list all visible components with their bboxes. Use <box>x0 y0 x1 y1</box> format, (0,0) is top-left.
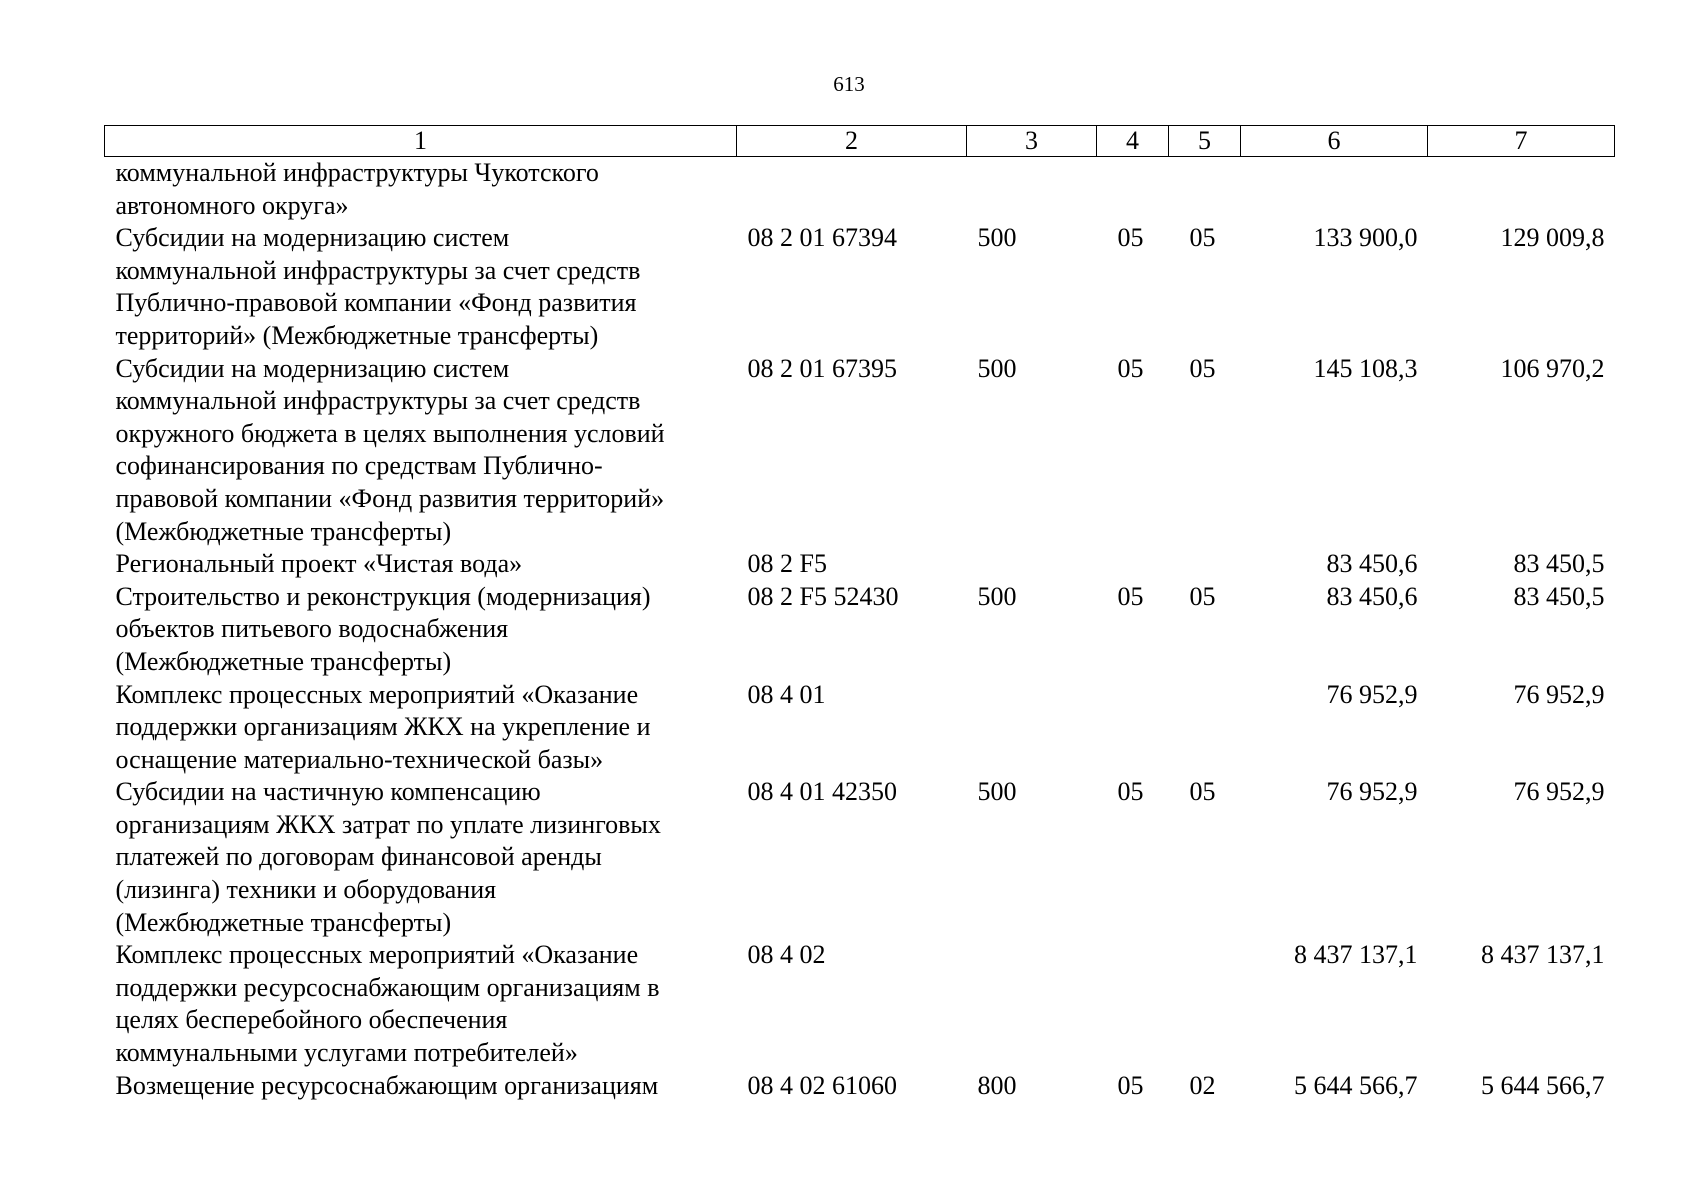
table-row <box>105 222 1615 352</box>
row-name-line: оснащение материально-технической базы» <box>115 744 604 774</box>
row-name <box>105 222 737 352</box>
budget-table <box>104 125 1615 1102</box>
row-code <box>737 157 967 223</box>
table-row <box>105 157 1615 223</box>
row-code: 08 4 01 <box>747 679 826 709</box>
row-amount-1: 133 900,0 <box>1313 223 1418 253</box>
row-amount-1: 145 108,3 <box>1313 353 1418 383</box>
page-number: 613 <box>833 72 865 96</box>
row-section <box>1097 548 1169 581</box>
column-header-1: 1 <box>105 126 737 157</box>
row-code: 08 2 01 67395 <box>747 353 897 383</box>
table-header-row <box>105 126 1615 157</box>
row-code: 08 2 F5 <box>747 549 827 579</box>
row-subsection: 05 <box>1189 581 1216 611</box>
row-subsection: 05 <box>1189 777 1216 807</box>
row-name <box>105 157 737 223</box>
row-name-line: (лизинга) техники и оборудования <box>115 875 497 905</box>
table-row <box>105 581 1615 679</box>
row-name-line: Публично-правовой компании «Фонд развития <box>115 288 637 318</box>
column-header-4: 4 <box>1097 126 1169 157</box>
row-expense-type <box>967 548 1097 581</box>
row-amount-1: 83 450,6 <box>1326 549 1418 579</box>
row-section <box>1097 939 1169 1069</box>
table-row <box>105 679 1615 777</box>
row-name-line: Комплекс процессных мероприятий «Оказание <box>115 679 639 709</box>
row-subsection <box>1169 157 1241 223</box>
row-name-line: целях бесперебойного обеспечения <box>115 1005 508 1035</box>
row-name <box>105 1070 737 1103</box>
row-expense-type: 500 <box>977 353 1017 383</box>
row-amount-2: 83 450,5 <box>1513 549 1605 579</box>
row-name <box>105 679 737 777</box>
row-name-line: (Межбюджетные трансферты) <box>115 516 452 546</box>
row-section: 05 <box>1117 223 1144 253</box>
row-name-line: коммунальной инфраструктуры за счет средств <box>115 386 641 416</box>
row-code: 08 4 02 61060 <box>747 1070 897 1100</box>
row-name-line: (Межбюджетные трансферты) <box>115 646 452 676</box>
row-section <box>1097 157 1169 223</box>
row-amount-2: 5 644 566,7 <box>1481 1070 1605 1100</box>
row-subsection: 05 <box>1189 223 1216 253</box>
column-header-3: 3 <box>967 126 1097 157</box>
table-row <box>105 939 1615 1069</box>
row-name <box>105 581 737 679</box>
row-name-line: Субсидии на модернизацию систем <box>115 223 510 253</box>
row-code: 08 4 01 42350 <box>747 777 897 807</box>
row-name-line: платежей по договорам финансовой аренды <box>115 842 602 872</box>
row-amount-1: 83 450,6 <box>1326 581 1418 611</box>
row-amount-1: 76 952,9 <box>1326 777 1418 807</box>
row-name-line: объектов питьевого водоснабжения <box>115 614 509 644</box>
table-row <box>105 548 1615 581</box>
row-name <box>105 776 737 939</box>
row-expense-type: 500 <box>977 223 1017 253</box>
row-name-line: Строительство и реконструкция (модернизация) <box>115 581 651 611</box>
row-name-line: автономного округа» <box>115 190 349 220</box>
row-code: 08 4 02 <box>747 940 826 970</box>
row-name-line: (Межбюджетные трансферты) <box>115 907 452 937</box>
row-name-line: Возмещение ресурсоснабжающим организациям <box>115 1070 659 1100</box>
row-subsection <box>1169 679 1241 777</box>
row-amount-1: 76 952,9 <box>1326 679 1418 709</box>
table-row <box>105 353 1615 549</box>
table-body <box>105 157 1615 1103</box>
row-amount-1: 5 644 566,7 <box>1294 1070 1418 1100</box>
table-row <box>105 1070 1615 1103</box>
row-name-line: Субсидии на частичную компенсацию <box>115 777 541 807</box>
row-section: 05 <box>1117 353 1144 383</box>
row-code: 08 2 F5 52430 <box>747 581 899 611</box>
row-expense-type: 800 <box>977 1070 1017 1100</box>
row-amount-2: 83 450,5 <box>1513 581 1605 611</box>
row-code: 08 2 01 67394 <box>747 223 897 253</box>
row-name-line: Региональный проект «Чистая вода» <box>115 549 523 579</box>
row-amount-2: 76 952,9 <box>1513 679 1605 709</box>
row-amount-2: 76 952,9 <box>1513 777 1605 807</box>
row-name <box>105 353 737 549</box>
column-header-2: 2 <box>737 126 967 157</box>
row-name-line: организациям ЖКХ затрат по уплате лизинговых <box>115 809 661 839</box>
row-name <box>105 548 737 581</box>
row-name-line: софинансирования по средствам Публично- <box>115 451 603 481</box>
row-name-line: правовой компании «Фонд развития территорий» <box>115 483 665 513</box>
row-name-line: окружного бюджета в целях выполнения условий <box>115 418 665 448</box>
row-expense-type <box>967 679 1097 777</box>
row-name-line: коммунальной инфраструктуры за счет средств <box>115 255 641 285</box>
row-name-line: Субсидии на модернизацию систем <box>115 353 510 383</box>
row-name-line: поддержки организациям ЖКХ на укрепление и <box>115 712 651 742</box>
row-section: 05 <box>1117 777 1144 807</box>
row-expense-type <box>967 939 1097 1069</box>
row-expense-type <box>967 157 1097 223</box>
row-amount-2 <box>1428 157 1615 223</box>
row-section: 05 <box>1117 581 1144 611</box>
row-name-line: Комплекс процессных мероприятий «Оказание <box>115 940 639 970</box>
row-subsection <box>1169 548 1241 581</box>
row-name-line: поддержки ресурсоснабжающим организациям в <box>115 972 660 1002</box>
column-header-7: 7 <box>1428 126 1615 157</box>
row-amount-2: 8 437 137,1 <box>1481 940 1605 970</box>
row-name-line: территорий» (Межбюджетные трансферты) <box>115 320 599 350</box>
row-section <box>1097 679 1169 777</box>
table-row <box>105 776 1615 939</box>
row-subsection <box>1169 939 1241 1069</box>
row-name-line: коммунальной инфраструктуры Чукотского <box>115 158 599 187</box>
column-header-5: 5 <box>1169 126 1241 157</box>
column-header-6: 6 <box>1241 126 1428 157</box>
row-amount-2: 106 970,2 <box>1500 353 1605 383</box>
row-amount-1 <box>1241 157 1428 223</box>
row-section: 05 <box>1117 1070 1144 1100</box>
row-name <box>105 939 737 1069</box>
row-subsection: 02 <box>1189 1070 1216 1100</box>
row-name-line: коммунальными услугами потребителей» <box>115 1038 578 1068</box>
row-expense-type: 500 <box>977 777 1017 807</box>
row-subsection: 05 <box>1189 353 1216 383</box>
row-amount-1: 8 437 137,1 <box>1294 940 1418 970</box>
row-amount-2: 129 009,8 <box>1500 223 1605 253</box>
row-expense-type: 500 <box>977 581 1017 611</box>
